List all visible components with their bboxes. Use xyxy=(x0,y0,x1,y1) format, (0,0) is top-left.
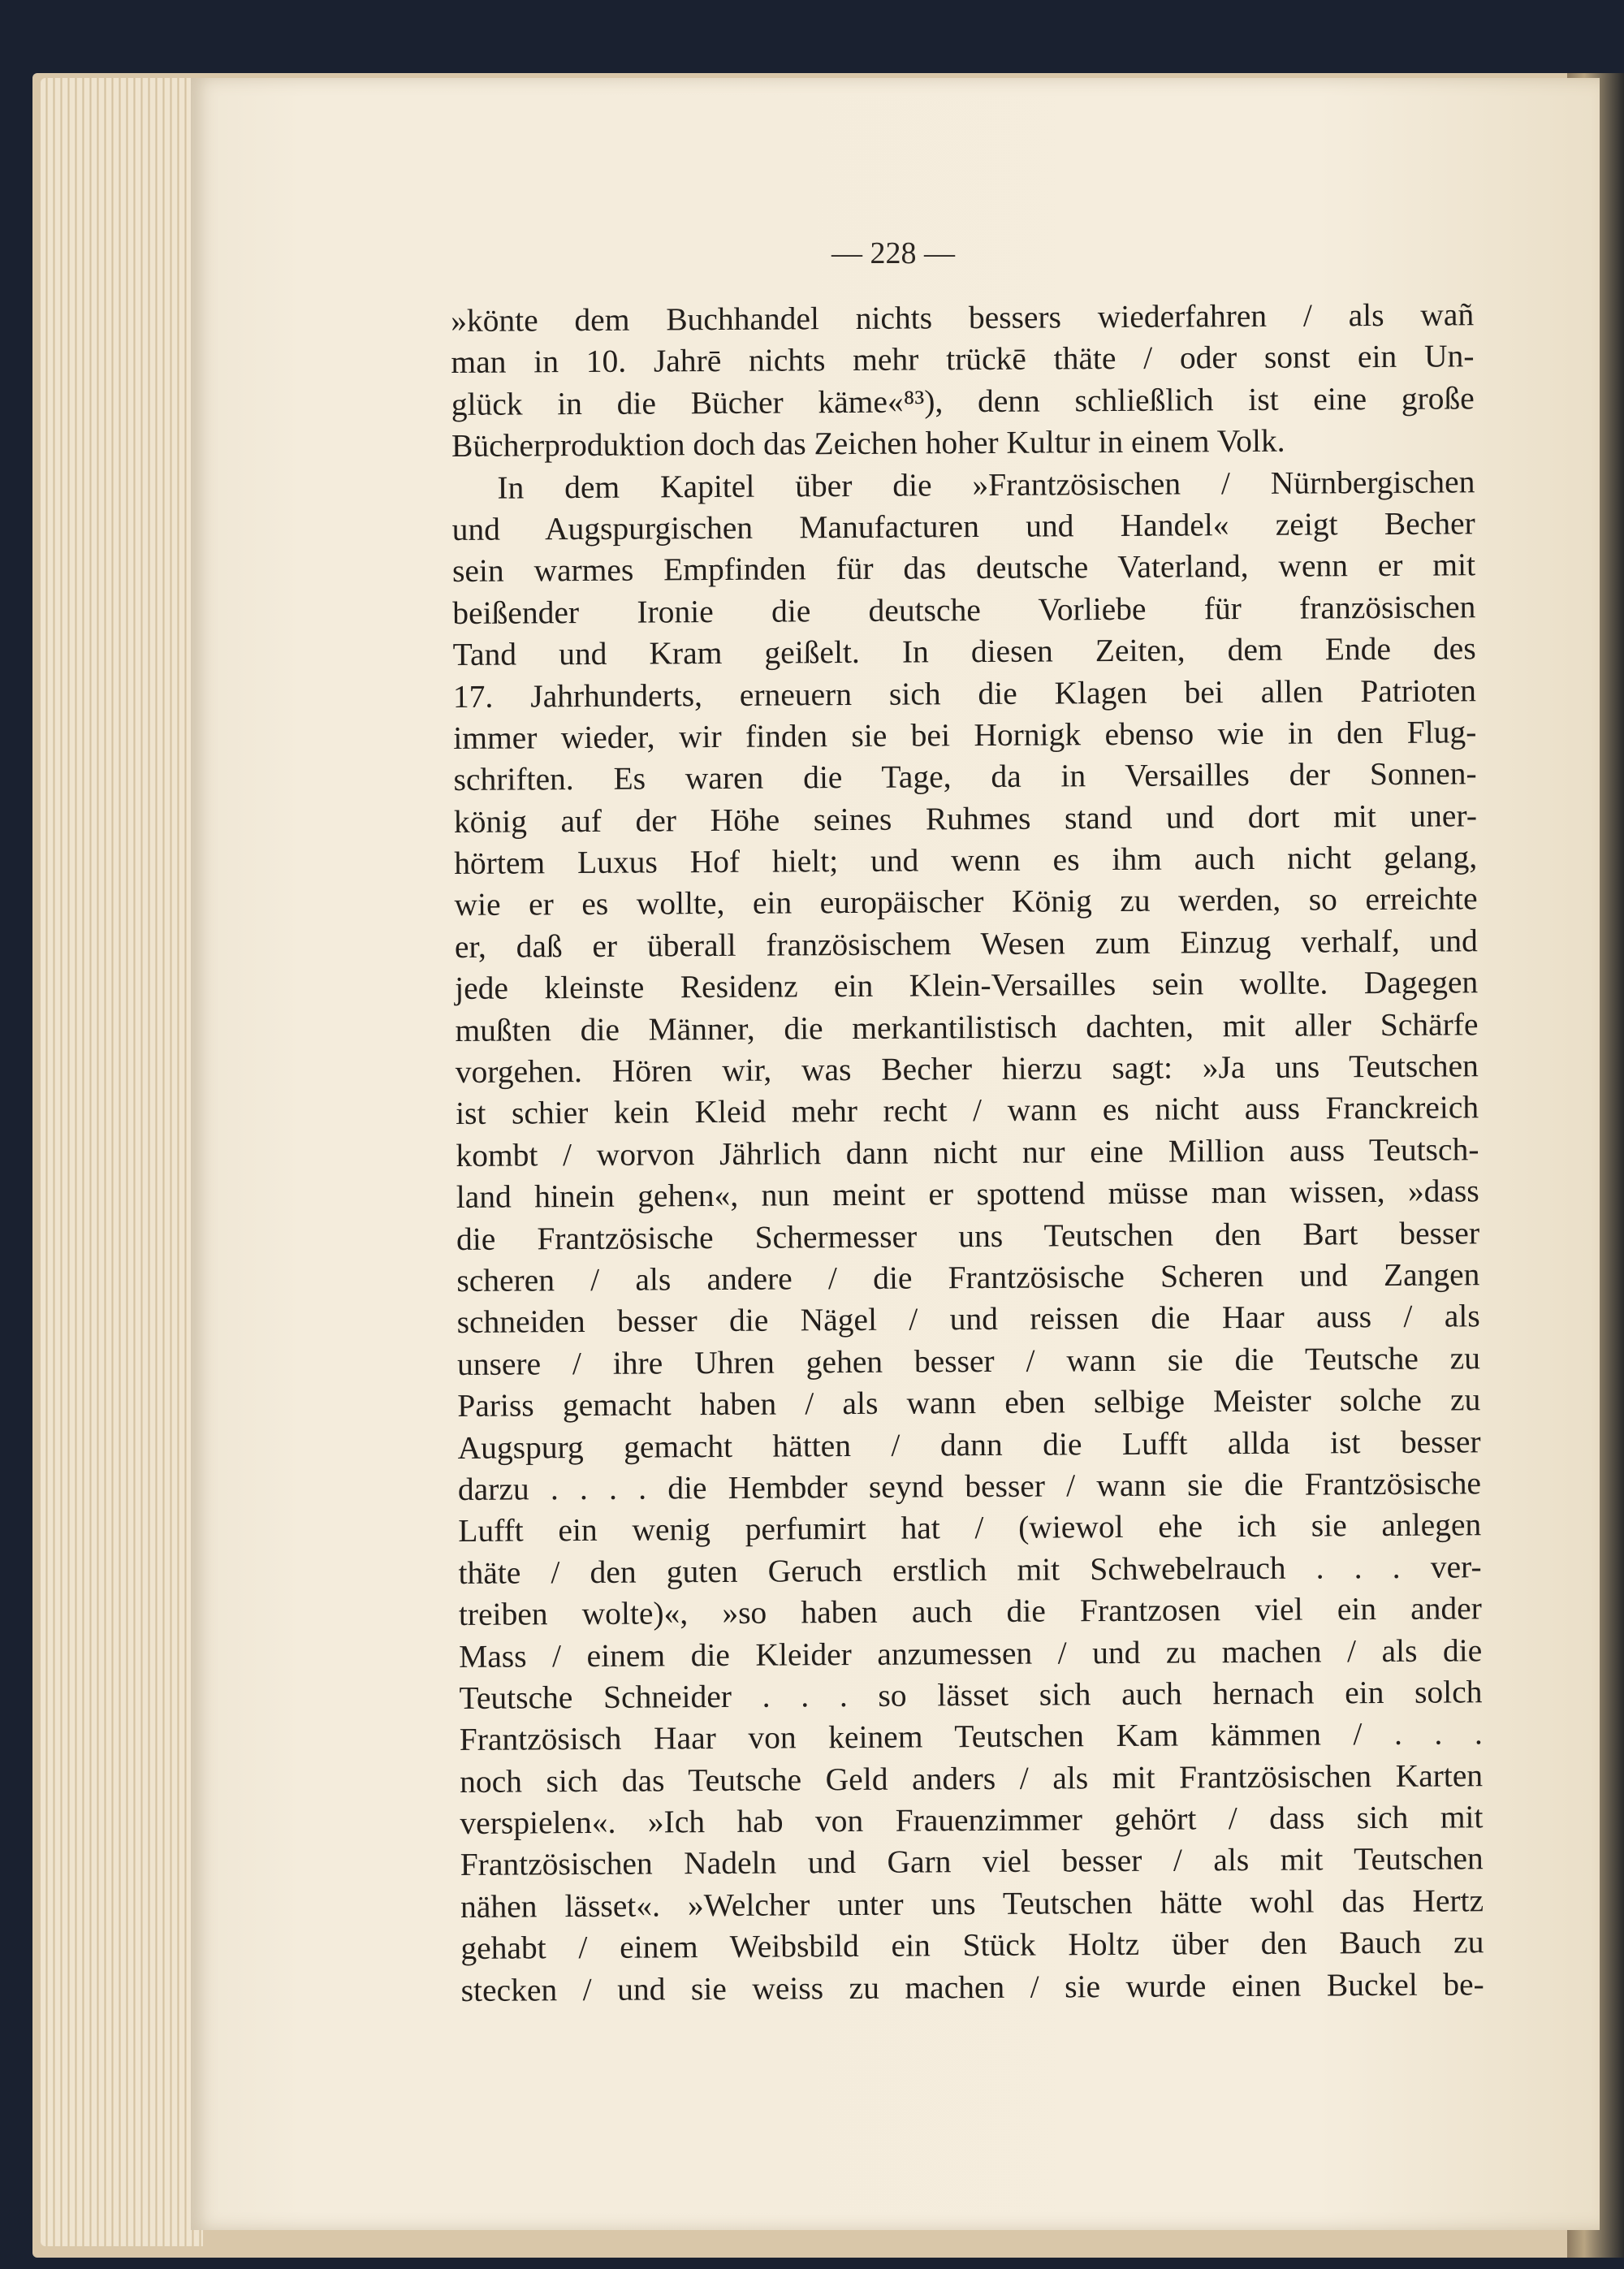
page-body-text xyxy=(451,294,1484,2012)
text-line: glück in die Bücher käme«⁸³), denn schließlich ist eine große xyxy=(451,380,1475,422)
text-line: schriften. Es waren die Tage, da in Versailles der Sonnen- xyxy=(453,755,1477,798)
text-line: Lufft ein wenig perfumirt hat / (wiewol ehe ich sie anlegen xyxy=(458,1506,1482,1549)
page-edges xyxy=(41,78,203,2246)
text-line: die Frantzösische Schermesser uns Teutschen den Bart besser xyxy=(456,1214,1480,1257)
text-line: In dem Kapitel über die »Frantzösischen / Nürnbergischen xyxy=(497,463,1475,506)
text-line: er, daß er überall französischem Wesen zum Einzug verhalf, und xyxy=(454,923,1478,965)
text-line: hörtem Luxus Hof hielt; und wenn es ihm auch nicht gelang, xyxy=(454,839,1478,882)
text-line: Teutsche Schneider . . . so lässet sich auch hernach ein solch xyxy=(459,1674,1483,1716)
text-line: treiben wolte)«, »so haben auch die Frantzosen viel ein ander xyxy=(458,1590,1482,1633)
text-line: Augspurg gemacht hätten / dann die Lufft allda ist besser xyxy=(457,1423,1481,1466)
text-line: darzu . . . . die Hembder seynd besser / wann sie die Frantzösische xyxy=(457,1465,1482,1507)
text-line: mußten die Männer, die merkantilistisch dachten, mit aller Schärfe xyxy=(455,1005,1479,1048)
text-line: Pariss gemacht haben / als wann eben selbige Meister solche zu xyxy=(457,1381,1481,1424)
text-line: sein warmes Empfinden für das deutsche Vaterland, wenn er mit xyxy=(451,547,1476,590)
text-line: Frantzösischen Nadeln und Garn viel besser / als mit Teutschen xyxy=(460,1840,1484,1883)
text-line: stecken / und sie weiss zu machen / sie wurde einen Buckel be- xyxy=(460,1965,1484,2008)
text-line: thäte / den guten Geruch erstlich mit Schwebelrauch . . . ver- xyxy=(458,1548,1482,1591)
text-line: nähen lässet«. »Welcher unter uns Teutschen hätte wohl das Hertz xyxy=(460,1882,1484,1925)
text-line: ist schier kein Kleid mehr recht / wann es nicht auss Franckreich xyxy=(455,1089,1479,1132)
text-line: wie er es wollte, ein europäischer König zu werden, so erreichte xyxy=(454,880,1478,923)
text-line: scheren / als andere / die Frantzösische Scheren und Zangen xyxy=(456,1256,1480,1299)
text-line: unsere / ihre Uhren gehen besser / wann sie die Teutsche zu xyxy=(456,1340,1481,1382)
text-line: noch sich das Teutsche Geld anders / als mit Frantzösischen Karten xyxy=(460,1757,1484,1800)
text-line: und Augspurgischen Manufacturen und Handel« zeigt Becher xyxy=(451,505,1475,547)
text-line: Bücherproduktion doch das Zeichen hoher Kultur in einem Volk. xyxy=(451,422,1285,465)
text-line: vorgehen. Hören wir, was Becher hierzu sagt: »Ja uns Teutschen xyxy=(455,1048,1479,1091)
text-line: verspielen«. »Ich hab von Frauenzimmer gehört / dass sich mit xyxy=(460,1799,1484,1842)
text-line: Mass / einem die Kleider anzumessen / und zu machen / als die xyxy=(459,1632,1483,1675)
text-line: kombt / worvon Jährlich dann nicht nur eine Million auss Teutsch- xyxy=(456,1131,1479,1173)
text-line: 17. Jahrhunderts, erneuern sich die Klagen bei allen Patrioten xyxy=(452,672,1477,715)
page-number-header: — 228 — xyxy=(831,236,955,270)
text-line: könig auf der Höhe seines Ruhmes stand und dort mit uner- xyxy=(453,797,1478,840)
text-line: immer wieder, wir finden sie bei Hornigk ebenso wie in den Flug- xyxy=(453,714,1477,756)
text-line: Frantzösisch Haar von keinem Teutschen Kam kämmen / . . . xyxy=(459,1715,1483,1758)
text-line: schneiden besser die Nägel / und reissen die Haar auss / als xyxy=(456,1298,1480,1341)
text-line: Tand und Kram geißelt. In diesen Zeiten, dem Ende des xyxy=(452,630,1476,673)
text-line: »könte dem Buchhandel nichts bessers wiederfahren / als wañ xyxy=(451,296,1475,339)
text-line: man in 10. Jahrē nichts mehr trückē thäte / oder sonst ein Un- xyxy=(451,338,1475,381)
text-line: beißender Ironie die deutsche Vorliebe für französischen xyxy=(452,589,1476,631)
text-line: land hinein gehen«, nun meint er spottend müsse man wissen, »dass xyxy=(456,1173,1479,1216)
text-line: jede kleinste Residenz ein Klein-Versailles sein wollte. Dagegen xyxy=(455,964,1479,1007)
text-line: gehabt / einem Weibsbild ein Stück Holtz über den Bauch zu xyxy=(460,1924,1484,1967)
